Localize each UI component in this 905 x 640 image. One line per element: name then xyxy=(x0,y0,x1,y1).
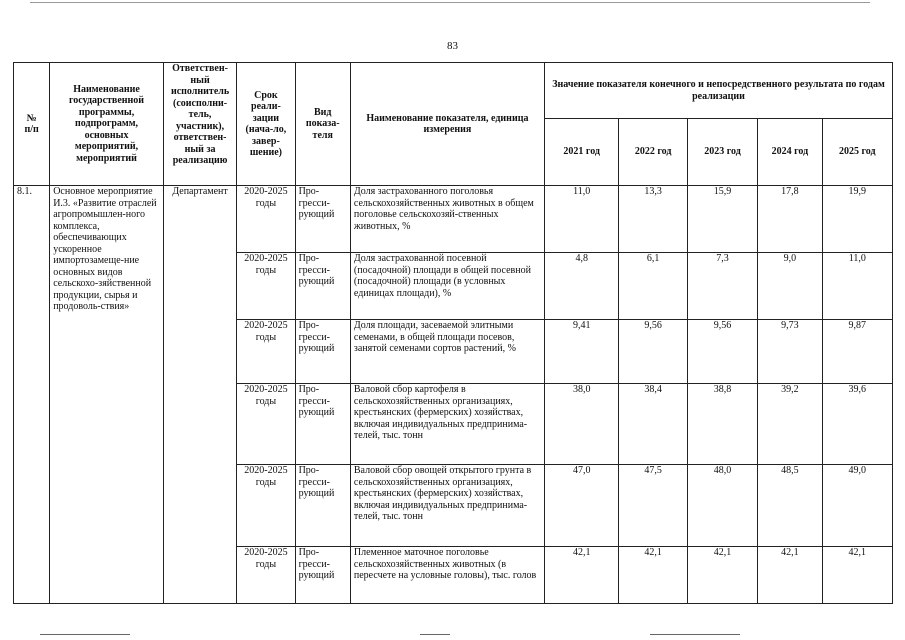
section-number: 8.1. xyxy=(14,186,50,604)
header-indicator: Наименование показателя, единица измерения xyxy=(350,63,544,186)
value-2023: 38,8 xyxy=(687,384,757,465)
value-2024: 9,73 xyxy=(758,320,822,384)
header-year-2022: 2022 год xyxy=(619,119,687,186)
value-2021: 47,0 xyxy=(544,465,618,547)
header-number: № п/п xyxy=(14,63,50,186)
value-2021: 11,0 xyxy=(544,186,618,253)
indicator-cell: Валовой сбор картофеля в сельскохозяйственных организациях, крестьянских (фермерских) хозяйствах, включая индивидуальных предпринима-телей, тыс. тонн xyxy=(350,384,544,465)
term-cell: 2020-2025 годы xyxy=(237,320,295,384)
value-2021: 42,1 xyxy=(544,547,618,604)
value-2025: 9,87 xyxy=(822,320,892,384)
bottom-scan-line xyxy=(650,634,740,635)
section-responsible: Департамент xyxy=(163,186,236,604)
value-2025: 11,0 xyxy=(822,253,892,320)
type-cell: Про-гресси-рующий xyxy=(295,465,350,547)
value-2025: 39,6 xyxy=(822,384,892,465)
bottom-scan-line xyxy=(40,634,130,635)
value-2024: 39,2 xyxy=(758,384,822,465)
header-term: Срок реали-зации (нача-ло, завер-шение) xyxy=(237,63,295,186)
value-2024: 42,1 xyxy=(758,547,822,604)
type-cell: Про-гресси-рующий xyxy=(295,253,350,320)
term-cell: 2020-2025 годы xyxy=(237,253,295,320)
header-responsible: Ответствен-ный исполнитель (соисполни-тель, участник), ответствен-ный за реализацию xyxy=(163,63,236,186)
value-2024: 48,5 xyxy=(758,465,822,547)
term-cell: 2020-2025 годы xyxy=(237,465,295,547)
value-2022: 42,1 xyxy=(619,547,687,604)
section-name: Основное мероприятие И.3. «Развитие отраслей агропромышлен-ного комплекса, обеспечивающих ускоренное импортозамеще-ние основных видов сельскохо-зяйственной продукции, сырья и продоволь-ствия» xyxy=(50,186,164,604)
header-values: Значение показателя конечного и непосредственного результата по годам реализации xyxy=(544,63,892,119)
header-name: Наименование государственной программы, подпрограмм, основных мероприятий, мероприятий xyxy=(50,63,164,186)
value-2025: 19,9 xyxy=(822,186,892,253)
value-2023: 9,56 xyxy=(687,320,757,384)
header-year-2023: 2023 год xyxy=(687,119,757,186)
indicator-table xyxy=(13,62,893,604)
value-2024: 17,8 xyxy=(758,186,822,253)
indicator-cell: Племенное маточное поголовье сельскохозяйственных животных (в пересчете на условные головы), тыс. голов xyxy=(350,547,544,604)
top-scan-line xyxy=(30,2,870,3)
value-2022: 13,3 xyxy=(619,186,687,253)
value-2025: 49,0 xyxy=(822,465,892,547)
type-cell: Про-гресси-рующий xyxy=(295,384,350,465)
type-cell: Про-гресси-рующий xyxy=(295,320,350,384)
value-2021: 38,0 xyxy=(544,384,618,465)
indicator-cell: Доля застрахованной посевной (посадочной) площади в общей посевной (посадочной) площади (в условных единицах площади), % xyxy=(350,253,544,320)
value-2022: 6,1 xyxy=(619,253,687,320)
bottom-scan-line xyxy=(420,634,450,635)
value-2021: 4,8 xyxy=(544,253,618,320)
value-2025: 42,1 xyxy=(822,547,892,604)
header-type: Вид показа-теля xyxy=(295,63,350,186)
term-cell: 2020-2025 годы xyxy=(237,186,295,253)
indicator-cell: Валовой сбор овощей открытого грунта в сельскохозяйственных организациях, крестьянских (фермерских) хозяйствах, включая индивидуальных предпринима-телей, тыс. тонн xyxy=(350,465,544,547)
value-2021: 9,41 xyxy=(544,320,618,384)
page-number: 83 xyxy=(447,40,458,52)
header-year-2025: 2025 год xyxy=(822,119,892,186)
value-2022: 38,4 xyxy=(619,384,687,465)
header-year-2024: 2024 год xyxy=(758,119,822,186)
indicator-cell: Доля застрахованного поголовья сельскохозяйственных животных в общем поголовье сельскохозяй-ственных животных, % xyxy=(350,186,544,253)
value-2023: 15,9 xyxy=(687,186,757,253)
value-2023: 42,1 xyxy=(687,547,757,604)
table-row xyxy=(14,186,893,253)
header-year-2021: 2021 год xyxy=(544,119,618,186)
term-cell: 2020-2025 годы xyxy=(237,384,295,465)
type-cell: Про-гресси-рующий xyxy=(295,547,350,604)
type-cell: Про-гресси-рующий xyxy=(295,186,350,253)
value-2023: 48,0 xyxy=(687,465,757,547)
value-2022: 47,5 xyxy=(619,465,687,547)
term-cell: 2020-2025 годы xyxy=(237,547,295,604)
indicator-cell: Доля площади, засеваемой элитными семенами, в общей площади посевов, занятой семенами сортов растений, % xyxy=(350,320,544,384)
value-2022: 9,56 xyxy=(619,320,687,384)
value-2024: 9,0 xyxy=(758,253,822,320)
value-2023: 7,3 xyxy=(687,253,757,320)
